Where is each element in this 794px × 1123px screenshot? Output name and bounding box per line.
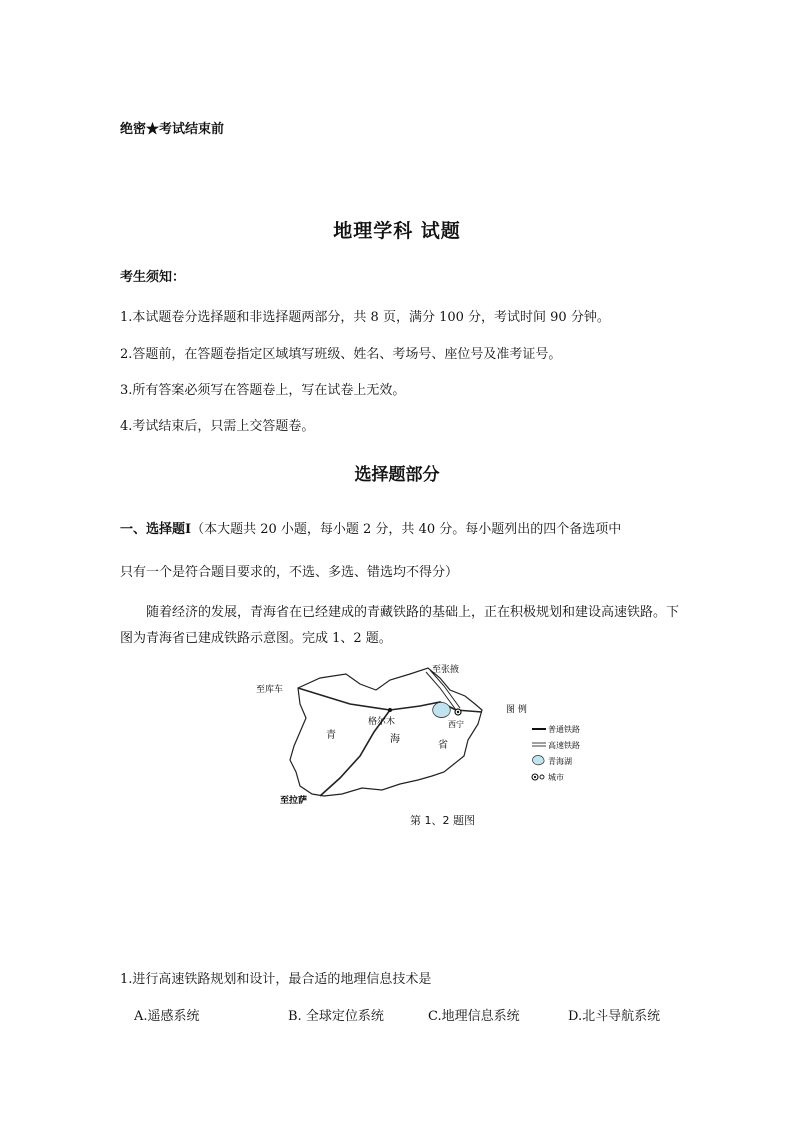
- notice-heading: 考生须知：: [120, 270, 186, 285]
- legend-title: 图 例: [506, 705, 527, 715]
- legend-item: 普通铁路: [548, 725, 580, 734]
- passage: 随着经济的发展，青海省在已经建成的青藏铁路的基础上，正在积极规划和建设高速铁路。下图为青海省已建成铁路示意图。完成 1、2 题。: [120, 605, 680, 646]
- question-group-header: [120, 518, 621, 537]
- notice-item: 2.答题前，在答题卷指定区域填写班级、姓名、考场号、座位号及准考证号。: [120, 347, 562, 362]
- notice-item: 3.所有答案必须写在答题卷上，写在试卷上无效。: [120, 383, 406, 398]
- label-qing: 青: [326, 730, 336, 741]
- notice-item: 1.本试题卷分选择题和非选择题两部分，共 8 页，满分 100 分，考试时间 90 分钟。: [120, 310, 610, 325]
- label-sheng: 省: [438, 740, 448, 751]
- option-b: B. 全球定位系统: [288, 1009, 384, 1024]
- option-c: C.地理信息系统: [428, 1009, 520, 1024]
- question-group-desc-cont: 只有一个是符合题目要求的，不选、多选、错选均不得分）: [120, 565, 459, 580]
- legend-lake-icon: [532, 756, 544, 765]
- label-golmud: 格尔木: [368, 717, 396, 727]
- question-group-desc: （本大题共 20 小题，每小题 2 分，共 40 分。每小题列出的四个备选项中: [191, 522, 622, 537]
- page-title: 地理学科 试题: [333, 220, 461, 242]
- label-xining: 西宁: [448, 720, 464, 729]
- legend-item: 高速铁路: [548, 741, 580, 750]
- railway-map: [250, 660, 600, 810]
- legend-item: 青海湖: [548, 757, 572, 766]
- label-kuerle: 至库车: [256, 685, 284, 695]
- notice-item: 4.考试结束后，只需上交答题卷。: [120, 419, 315, 434]
- question-1-stem: 1.进行高速铁路规划和设计，最合适的地理信息技术是: [120, 972, 432, 987]
- province-outline: [290, 668, 482, 796]
- legend-item: 城市: [548, 773, 564, 782]
- option-d: D.北斗导航系统: [568, 1009, 661, 1024]
- question-group-label: 一、选择题Ⅰ: [120, 522, 192, 537]
- label-zhangye: 至张掖: [432, 665, 460, 675]
- option-a: A.遥感系统: [134, 1009, 200, 1024]
- figure-caption: 第 1、2 题图: [410, 814, 475, 827]
- label-lhasa: 至拉萨: [280, 796, 308, 806]
- city-golmud: [388, 708, 392, 712]
- qinghai-lake: [433, 702, 451, 717]
- secret-label: 绝密★考试结束前: [120, 122, 225, 137]
- label-hai: 海: [390, 734, 400, 745]
- section-title: 选择题部分: [354, 465, 440, 485]
